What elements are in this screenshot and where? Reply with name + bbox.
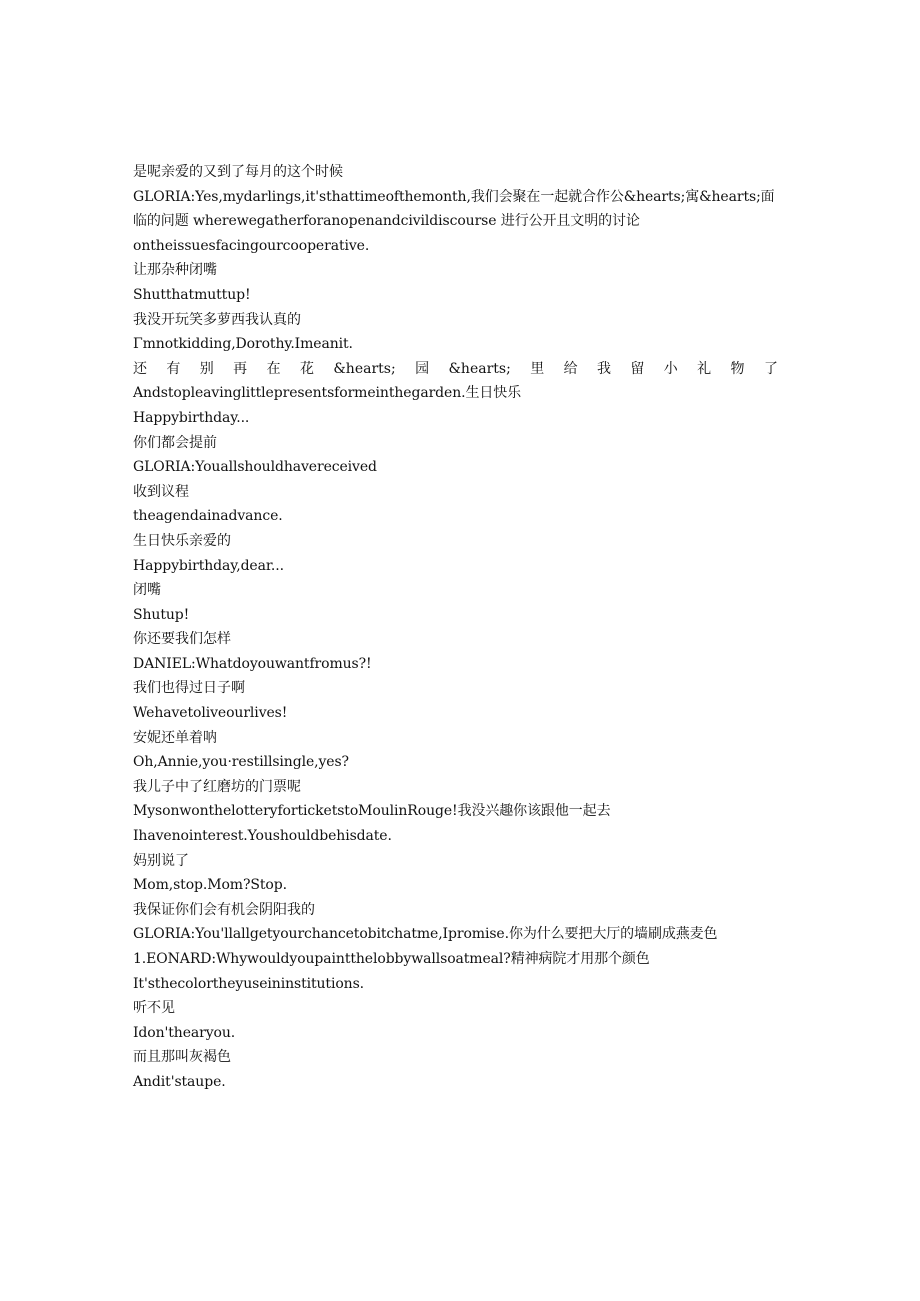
text-char: 别	[199, 360, 214, 377]
text-line: 你还要我们怎样	[133, 631, 231, 648]
text-char: 再	[233, 360, 248, 377]
text-line: theagendainadvance.	[133, 508, 283, 525]
text-line: Shutup!	[133, 606, 190, 623]
text-line: 你们都会提前	[133, 434, 217, 451]
text-char: 给	[563, 360, 578, 377]
text-line: Mom,stop.Mom?Stop.	[133, 877, 287, 894]
text-char: &hearts;	[448, 360, 511, 377]
text-line: ontheissuesfacingourcooperative.	[133, 237, 370, 254]
text-char: 物	[730, 360, 745, 377]
text-char: 了	[763, 360, 778, 377]
text-line: 我们也得过日子啊	[133, 680, 245, 697]
text-line: Andstopleavinglittlepresentsformeinthegarden.生日快乐	[133, 385, 522, 402]
text-char: 在	[266, 360, 281, 377]
text-char: 有	[166, 360, 181, 377]
text-char: 我	[596, 360, 611, 377]
text-char: 里	[530, 360, 545, 377]
text-line: MysonwonthelotteryforticketstoMoulinRouge!我没兴趣你该跟他一起去	[133, 803, 611, 820]
text-line: 收到议程	[133, 483, 189, 500]
text-line: Γmnotkidding,Dorothy.Imeanit.	[133, 336, 353, 353]
text-line: 而且那叫灰褐色	[133, 1049, 231, 1066]
text-char: &hearts;	[333, 360, 396, 377]
text-line: Andit'staupe.	[133, 1073, 226, 1090]
text-line: 妈别说了	[133, 852, 189, 869]
text-line: 让那杂种闭嘴	[133, 262, 217, 279]
text-char: 礼	[697, 360, 712, 377]
text-line: 是呢亲爱的又到了每月的这个时候	[133, 164, 343, 180]
text-line: Wehavetoliveourlives!	[133, 705, 288, 722]
text-line: GLORIA:You'llallgetyourchancetobitchatme,Ipromise.你为什么要把大厅的墙刷成燕麦色	[133, 926, 718, 943]
text-line: 我没开玩笑多萝西我认真的	[133, 311, 301, 328]
text-line: 生日快乐亲爱的	[133, 532, 231, 549]
text-line: Ihavenointerest.Youshouldbehisdate.	[133, 828, 392, 845]
text-line: GLORIA:Youallshouldhavereceived	[133, 459, 377, 476]
text-line: It'sthecolortheyuseininstitutions.	[133, 975, 365, 992]
text-char: 小	[663, 360, 678, 377]
document-page	[133, 160, 778, 1095]
text-line: 我儿子中了红磨坊的门票呢	[133, 778, 301, 795]
text-line: Oh,Annie,you·restillsingle,yes?	[133, 754, 349, 771]
text-line: Happybirthday...	[133, 409, 250, 426]
text-line: DANIEL:Whatdoyouwantfromus?!	[133, 655, 372, 672]
text-char: 留	[630, 360, 645, 377]
text-line: Happybirthday,dear...	[133, 557, 284, 574]
text-line: 安妮还单着呐	[133, 729, 217, 746]
text-line: 我保证你们会有机会阴阳我的	[133, 901, 315, 918]
text-char: 园	[415, 360, 430, 377]
justified-text-line	[133, 357, 778, 382]
text-char: 花	[299, 360, 314, 377]
text-line: Idon'thearyou.	[133, 1024, 236, 1041]
text-char: 还	[133, 360, 147, 377]
text-line: Shutthatmuttup!	[133, 286, 251, 303]
text-line: 1.EONARD:Whywouldyoupaintthelobbywallsoatmeal?精神病院才用那个颜色	[133, 951, 650, 967]
text-line: 闭嘴	[133, 582, 161, 599]
text-line: GLORIA:Yes,mydarlings,it'sthattimeofthemonth,我们会聚在一起就合作公&hearts;寓&hearts;面临的问题 wherewegatherforanopenandcivildiscourse 进行公开且文明的讨论	[133, 188, 775, 230]
text-line: 听不见	[133, 1000, 175, 1017]
